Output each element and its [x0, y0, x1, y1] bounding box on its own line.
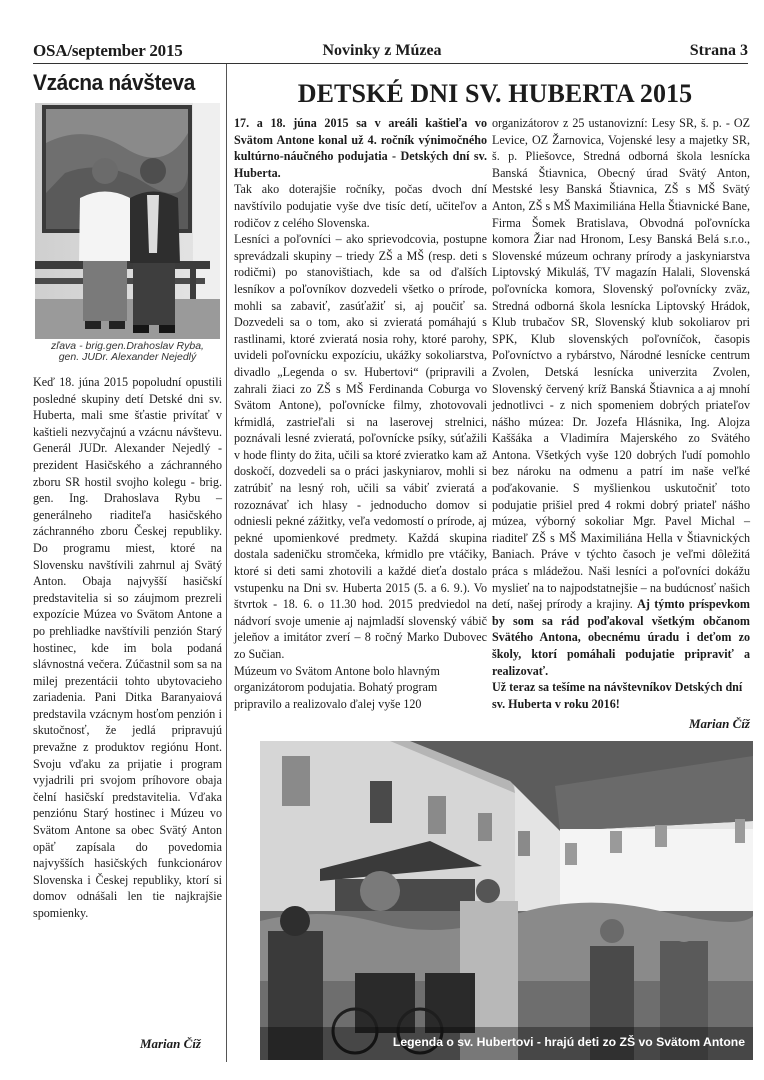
left-article-body: Keď 18. júna 2015 popoludní opustili posledné skupiny detí Detské dni sv. Huberta, mali sme šťastie privítať v kaštieli nezvyčajnú a vzácnu návštevu. Generál JUDr. Alexander Nejedlý - prezident Hasičského a záchranného zboru SR hostil svojho kolegu - brig. gen. Ing. Drahoslava Rybu – generálneho riaditeľa hasičského záchranného zboru Českej republiky. Do programu miest, ktoré na Slovensku navštívili zahrnul aj Svätý Anton. Obaja najvyšší hasičskí predstavitelia si so záujmom prezreli expozície Múzea vo Svätom Antone a po prehliadke navštívili penzión Starý hostinec, kde im bola podaná slávnostná večera. Zúčastnil som sa na milej prezentácii tohto ubytovacieho zariadenia. Pani Ditka Baranyaiová predstavila vzácnym hosťom penzión i skutočnosť, že jedlá pripravujú prevažne z produktov regiónu Hont. Svoju vďaku za prijatie i program vyjadrili pri svojom príhovore obaja čelní hasičskí predstavitelia. Vďaka penziónu Starý hostinec i Múzeu vo Svätom Antone sa obec Svätý Anton opäť zapísala do povedomia najvyšších hasičských funkcionárov Slovenska i Českej republiky, ktorí si domov odnášali len tie najkrajšie spomienky.	[33, 375, 222, 920]
event-photo-caption: Legenda o sv. Hubertovi - hrajú deti zo ZŠ vo Svätom Antone	[392, 1035, 745, 1049]
issue-label: OSA/september 2015	[33, 41, 183, 60]
header-rule	[33, 63, 748, 64]
main-article-paragraph	[492, 115, 750, 679]
visit-photo-image	[35, 103, 220, 339]
visit-photo	[35, 103, 220, 339]
event-photo-image	[260, 741, 753, 1060]
visit-photo-caption	[30, 341, 225, 363]
visit-photo-caption-line2: gen. JUDr. Alexander Nejedlý	[58, 351, 197, 363]
left-article-signature: Marian Číž	[139, 1036, 201, 1051]
organizers-text: organizátorov z 25 ustanovizní: Lesy SR, š. p. - OZ Levice, OZ Žarnovica, Vojenské lesy a majetky SR, š. p. Pliešovce, Stredná odborná škola lesnícka Banská Štiavnica, Obecný úrad Svätý Anton, Mestské lesy Banská Štiavnica, ZŠ s MŠ Svätý Anton, ZŠ s MŠ Maximiliána Hella Štiavnické Bane, Firma Šomek Bratislava, Obvodná poľovnícka komora Žiar nad Hronom, Lesy Banská Belá s.r.o., Slovenské múzeum ochrany prírody a jaskyniarstva Liptovský Mikuláš, TV magazín Halali, Slovenská poľovnícka komora, Slovenský poľovnícky zväz, Stredná odborná škola lesnícka Liptovský Hrádok, Klub trubačov SR, Slovenský klub sokoliarov pri SPK, Klub slovenských poľovníčok, časopis Poľovníctvo a rybárstvo, Národné lesnícke centrum Zvolen, Detská lesnícka univerzita Zvolen, Slovenský červený kríž Banská Štiavnica a aj mnohí jednotlivci - z nich spomeniem dobrých priateľov nášho múzea: Dr. Jozefa Hlásnika, Ing. Alojza Kaššáka a Vladimíra Majerského zo Svätého Antona. Všetkých vyše 120 dobrých ľudí pomohlo bez nároku na odmenu a patrí im naše veľké poďakovanie. S myšlienkou uskutočniť toto podujatie prišiel pred 4 rokmi dobrý priateľ nášho múzea, výborný sokoliar Mgr. Pavel Michal – riaditeľ ZŠ s MŠ Maximiliána Hella v Štiavnických Baniach. Práve v týchto časoch je veľmi dôležitá práca s mládežou. Naši lesníci a poľovníci dokážu myslieť na to najpodstatnejšie – na budúcnosť našich detí, našej prírody a krajiny.	[492, 116, 750, 612]
main-article-lead: 17. a 18. júna 2015 sa v areáli kaštieľa vo Svätom Antone konal už 4. ročník výnimočného kultúrno-náučného podujatia - Detských dní sv. Huberta.	[234, 116, 487, 180]
main-article-title: DETSKÉ DNI SV. HUBERTA 2015	[297, 79, 693, 108]
main-article-paragraph: Múzeum vo Svätom Antone bolo hlavným organizátorom podujatia. Bohatý program pripravilo a realizovalo ďalej vyše 120	[234, 663, 440, 711]
main-article-paragraph: Tak ako doterajšie ročníky, počas dvoch dní navštívilo podujatie vyše dve tisíc detí, učiteľov a rodičov z celého Slovenska.	[234, 182, 487, 230]
left-article-title: Vzácna návšteva	[33, 70, 195, 95]
visit-photo-caption-line1: zľava - brig.gen.Drahoslav Ryba,	[51, 340, 204, 352]
main-article-paragraph: Lesníci a poľovníci – ako sprievodcovia, postupne sprevádzali skupiny – triedy ZŠ a MŠ (resp. deti s rodičmi) po stanovištiach, kde sa od ďalších lesníkov a poľovníkov dozvedeli všetko o prírode, mohli sa zabaviť, zasúťažiť si, aj poučiť sa. Dozvedeli sa o tom, ako si zvieratá pomáhajú s rastlinami, ktoré zvieratá nosia rohy, ktoré parohy, uvideli poľovnícku expozíciu, ukážky sokoliarstva, divadlo „Legenda o sv. Hubertovi“ (pripravili a zahrali žiaci zo ZŠ s MŠ Ferdinanda Coburga vo Svätom Antone), poľovnícke filmy, zhotovovali kŕmidlá, zastrieľali si na laserovej strelnici, poznávali lesné zvieratá, poľovnícke psíky, súťažili v hode flinty do žita, učili sa ktoré zvieratko kam až doskočí, dozvedeli sa o práci jaskyniarov, mohli si zatrúbiť na lesný roh, učili sa vábiť zvieratá a rozoznávať ich hlasy - jednoducho domov si odniesli pekné zážitky, veľa vedomostí o prírode, aj pekné upomienkové predmety. Každá skupina dostala sadeničku stromčeka, kŕmidlo pre vtáčiky, ktoré si deti sami zhotovili a každé dieťa dostalo vstupenku na Dni sv. Huberta 2015 (5. a 6. 9.). Vo štvrtok - 18. 6. o 11.30 hod. 2015 predviedol na nádvorí svoje umenie aj najmladší slovenský vábič jeleňov a imitátor zverí – 8 ročný Marko Dubovec zo Sučian.	[234, 232, 487, 661]
event-photo	[260, 741, 753, 1060]
publication-title: Novinky z Múzea	[322, 42, 442, 59]
main-article-signature: Marian Číž	[688, 716, 750, 731]
closing-invitation: Už teraz sa tešíme na návštevníkov Detských dní sv. Huberta v roku 2016!	[492, 680, 743, 711]
column-divider	[226, 64, 227, 1062]
page-number: Strana 3	[689, 42, 748, 59]
main-article-column-1	[234, 115, 487, 712]
main-article-column-2	[492, 115, 750, 712]
closing-thanks: Aj týmto príspevkom by som sa rád poďakoval všetkým občanom Svätého Antona, obecnému úradu i deťom zo školy, ktorí pomáhali podujatie pripraviť a realizovať.	[492, 597, 750, 678]
